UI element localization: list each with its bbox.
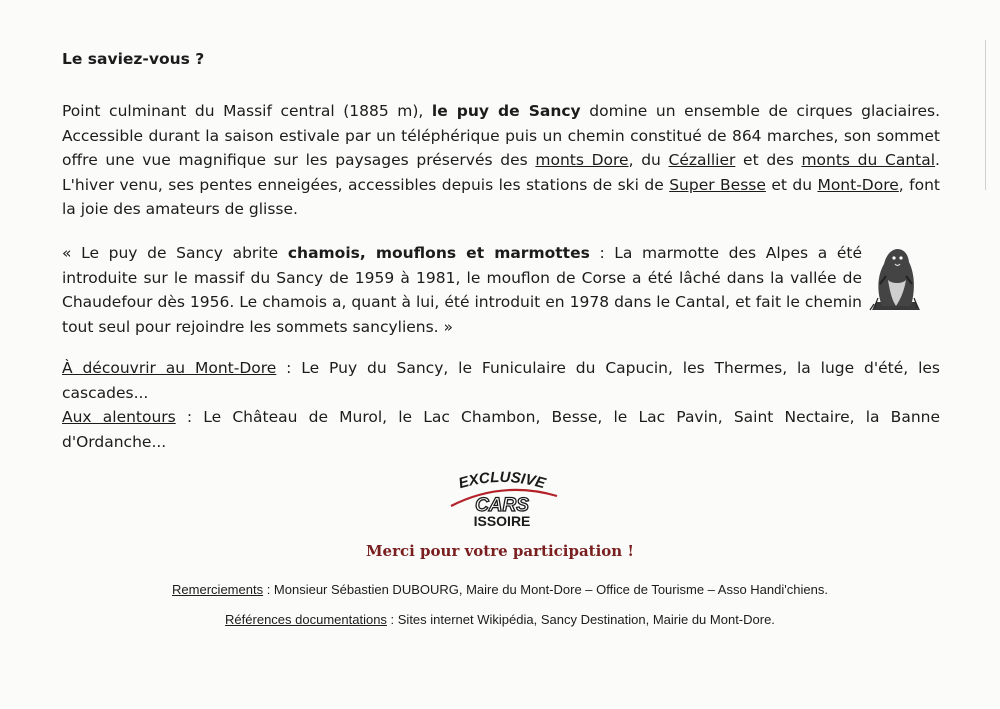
- underlined-mont-dore: Mont-Dore: [817, 175, 899, 194]
- underlined-monts-du-cantal: monts du Cantal: [801, 151, 936, 169]
- text: . L'hiver venu, ses pentes enneigées, accessibles depuis les stations de ski de: [62, 151, 940, 194]
- underlined-cezallier: Cézallier: [668, 151, 736, 169]
- logo-bottom-text: ISSOIRE: [473, 513, 531, 529]
- text: : La marmotte des Alpes a été introduite sur le massif du Sancy de 1959 à 1981, le mouflon de Corse a été lâché dans la vallée de Chaudefour dès 1956. Le chamois a, quant à lui, été introduit en 1978 dans le Cantal, et fait le chemin tout seul pour rejoindre les sommets sancyliens. »: [62, 244, 862, 336]
- underlined-aux-alentours: Aux alentours: [62, 408, 176, 426]
- text: : Le Château de Murol, le Lac Chambon, Besse, le Lac Pavin, Saint Nectaire, la Banne d'Ordanche...: [62, 408, 940, 451]
- bold-animals: chamois, mouflons et marmottes: [287, 244, 590, 262]
- text: « Le puy de Sancy abrite: [62, 244, 288, 262]
- acknowledgements-text: : Monsieur Sébastien DUBOURG, Maire du Mont-Dore – Office de Tourisme – Asso Handi'chiens.: [263, 582, 828, 597]
- thanks-message: Merci pour votre participation !: [365, 542, 635, 560]
- underlined-super-besse: Super Besse: [669, 175, 766, 194]
- section-title: Le saviez-vous ?: [62, 50, 205, 68]
- text: et du: [765, 175, 818, 194]
- references-text: : Sites internet Wikipédia, Sancy Destination, Mairie du Mont-Dore.: [386, 612, 775, 627]
- paragraph-discover: [62, 356, 940, 454]
- text: : Le Puy du Sancy, le Funiculaire du Capucin, les Thermes, la luge d'été, les cascades...: [62, 359, 940, 402]
- exclusive-cars-logo: [437, 466, 567, 530]
- paragraph-wildlife: [62, 241, 862, 339]
- text: domine un ensemble de cirques glaciaires. Accessible durant la saison estivale par un téléphérique puis un chemin constitué de 864 marches, son sommet offre une vue magnifique sur les paysages préservés des: [62, 102, 941, 169]
- discover-line: [62, 356, 940, 405]
- scan-edge-line: [985, 40, 986, 190]
- underlined-a-decouvrir: À découvrir au Mont-Dore: [62, 359, 277, 377]
- marmot-illustration: [866, 240, 926, 312]
- acknowledgements-label: Remerciements: [172, 582, 264, 597]
- text: , du: [628, 151, 669, 169]
- references: [0, 612, 1000, 627]
- underlined-monts-dore: monts Dore: [535, 151, 629, 169]
- text: , font la joie des amateurs de glisse.: [62, 175, 940, 218]
- svg-text:EXCLUSIVE: [457, 469, 549, 493]
- text: Point culminant du Massif central (1885 m),: [62, 102, 432, 120]
- references-label: Références documentations: [225, 612, 387, 627]
- logo-mid-text: CARS: [475, 495, 529, 516]
- surroundings-line: [62, 405, 940, 454]
- bold-puy-de-sancy: le puy de Sancy: [431, 102, 581, 120]
- acknowledgements: [0, 582, 1000, 597]
- text: et des: [735, 151, 802, 169]
- logo-top-text: EXCLUSIVE: [456, 468, 548, 493]
- paragraph-sancy: [62, 99, 940, 222]
